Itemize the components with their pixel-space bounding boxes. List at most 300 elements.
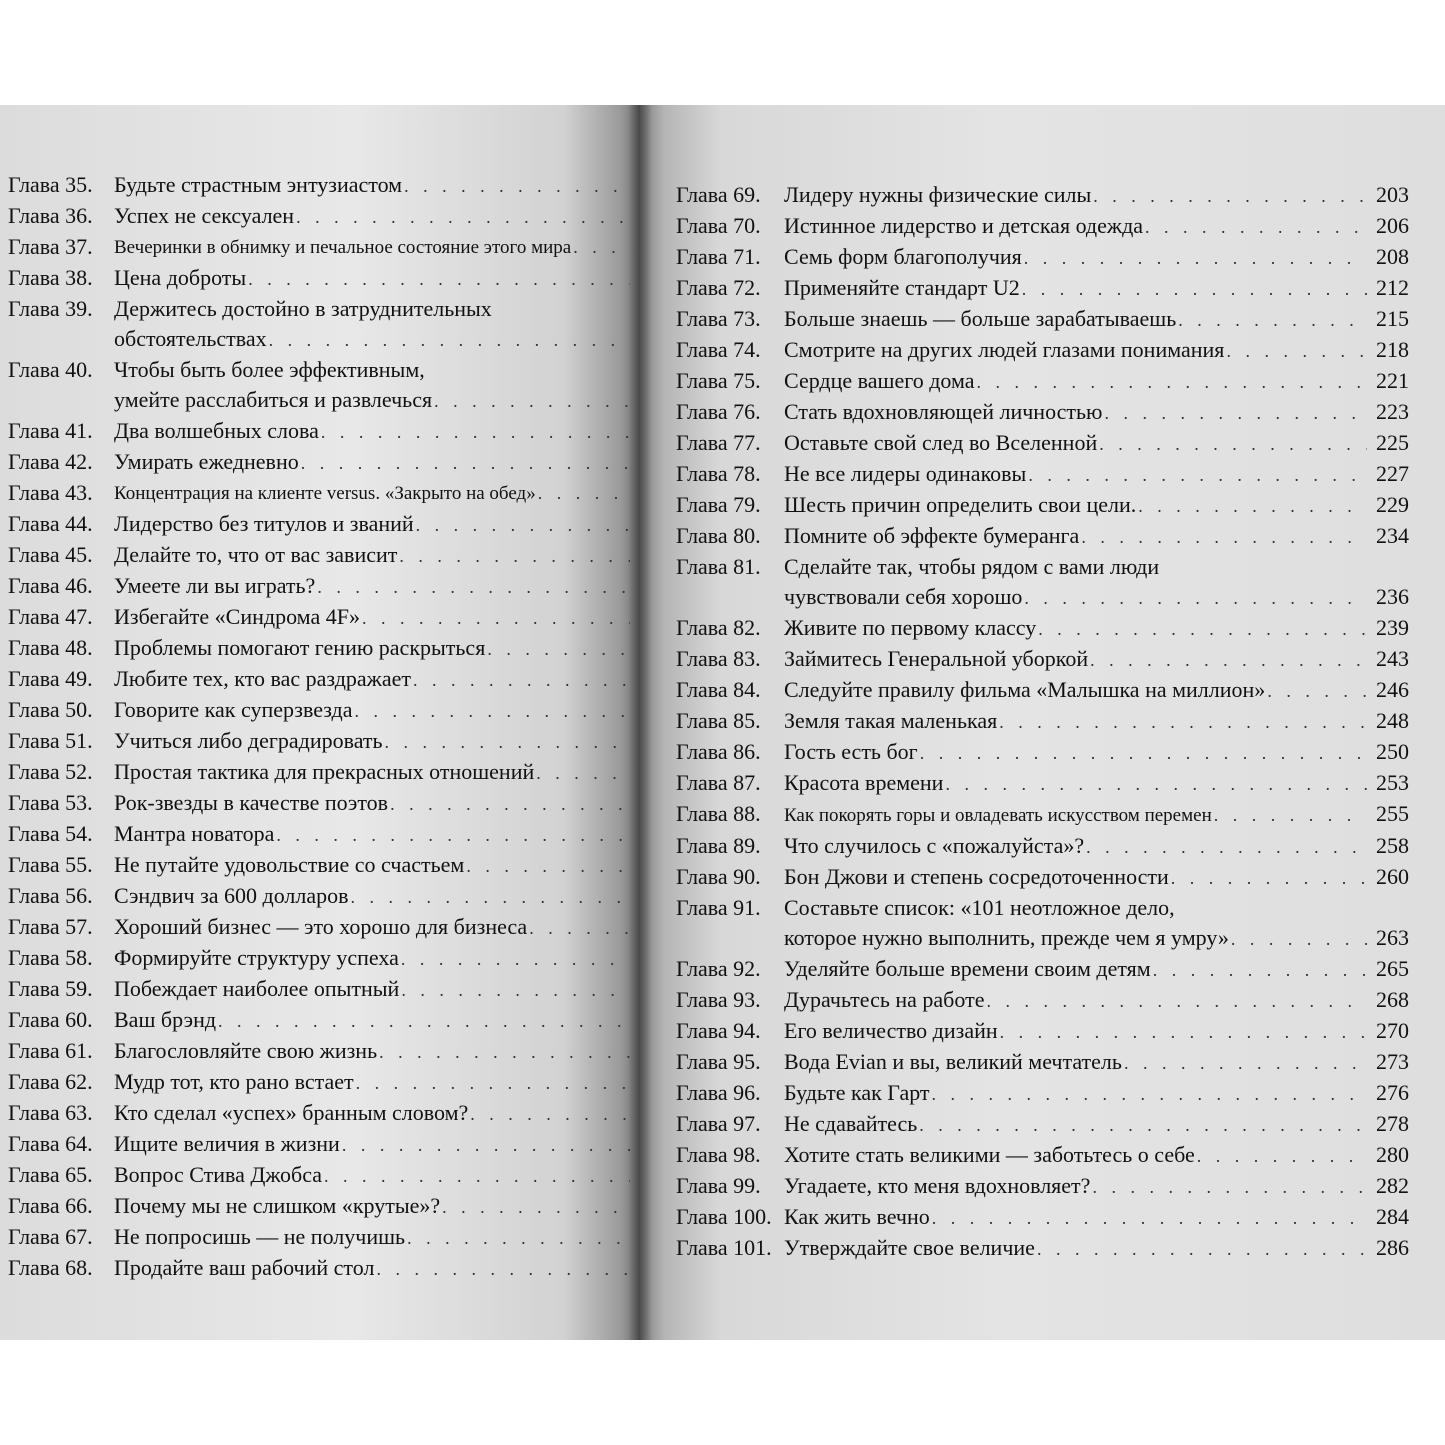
page-number: 208 <box>1376 244 1409 269</box>
toc-entry <box>0 974 640 1005</box>
dot-leader <box>573 232 630 262</box>
toc-entry <box>640 985 1445 1016</box>
toc-entry <box>0 201 640 232</box>
chapter-label: Глава 46. <box>8 573 93 598</box>
right-page <box>640 105 1445 1340</box>
dot-leader <box>466 851 630 881</box>
dot-leader <box>1214 800 1367 830</box>
dot-leader <box>351 882 630 912</box>
chapter-title: Концентрация на клиенте versus. «Закрыто на обед» <box>114 483 536 504</box>
toc-entry <box>0 943 640 974</box>
chapter-title: Продайте ваш рабочий стол <box>114 1255 375 1280</box>
toc-entry <box>640 304 1445 335</box>
toc-entry <box>0 819 640 850</box>
dot-leader <box>1231 924 1367 954</box>
toc-entry <box>640 1202 1445 1233</box>
chapter-label: Глава 85. <box>676 708 761 733</box>
chapter-title: Ищите величия в жизни <box>114 1131 340 1156</box>
chapter-title: Лидеру нужны физические силы <box>784 182 1092 207</box>
chapter-title: умейте расслабиться и развлечься <box>114 387 433 412</box>
toc-entry <box>0 1098 640 1129</box>
toc-entry <box>640 242 1445 273</box>
chapter-label: Глава 49. <box>8 666 93 691</box>
chapter-label: Глава 51. <box>8 728 93 753</box>
chapter-label: Глава 88. <box>676 801 761 826</box>
toc-entry <box>0 912 640 943</box>
dot-leader <box>1124 1048 1367 1078</box>
dot-leader <box>932 1203 1367 1233</box>
dot-leader <box>1099 429 1367 459</box>
page-number: 218 <box>1376 337 1409 362</box>
chapter-title: Семь форм благополучия <box>784 244 1022 269</box>
page-number: 270 <box>1376 1018 1409 1043</box>
chapter-title: Займитесь Генеральной уборкой <box>784 646 1089 671</box>
dot-leader <box>999 707 1367 737</box>
page-number: 206 <box>1376 213 1409 238</box>
dot-leader <box>1081 522 1367 552</box>
page-number: 239 <box>1376 615 1409 640</box>
dot-leader <box>1178 305 1367 335</box>
chapter-title: Истинное лидерство и детская одежда <box>784 213 1144 238</box>
chapter-label: Глава 81. <box>676 554 761 579</box>
chapter-title: Учиться либо деградировать <box>114 728 383 753</box>
toc-entry <box>640 366 1445 397</box>
dot-leader <box>986 986 1367 1016</box>
chapter-title: Благословляйте свою жизнь <box>114 1038 378 1063</box>
page-number: 243 <box>1376 646 1409 671</box>
toc-entry <box>640 954 1445 985</box>
toc-entry <box>0 788 640 819</box>
chapter-label: Глава 86. <box>676 739 761 764</box>
dot-leader <box>296 202 630 232</box>
dot-leader <box>470 1099 630 1129</box>
chapter-label: Глава 93. <box>676 987 761 1012</box>
chapter-title: Сэндвич за 600 долларов <box>114 883 349 908</box>
toc-entry <box>640 1140 1445 1171</box>
right-toc-list <box>640 180 1445 1264</box>
dot-leader <box>324 1161 630 1191</box>
toc-entry <box>0 170 640 201</box>
toc-entry <box>640 862 1445 893</box>
chapter-title: Делайте то, что от вас зависит <box>114 542 398 567</box>
dot-leader <box>1093 181 1367 211</box>
chapter-title: Его величество дизайн <box>784 1018 998 1043</box>
dot-leader <box>1145 212 1367 242</box>
chapter-title: Ваш брэнд <box>114 1007 217 1032</box>
page-number: 221 <box>1376 368 1409 393</box>
chapter-label: Глава 48. <box>8 635 93 660</box>
chapter-label: Глава 82. <box>676 615 761 640</box>
chapter-title: Почему мы не слишком «крутые»? <box>114 1193 441 1218</box>
dot-leader <box>218 1006 630 1036</box>
toc-entry <box>640 552 1445 613</box>
dot-leader <box>1038 614 1367 644</box>
toc-entry <box>640 831 1445 862</box>
dot-leader <box>356 1068 630 1098</box>
toc-entry <box>0 1222 640 1253</box>
dot-leader <box>342 1130 630 1160</box>
chapter-title: Мантра новатора <box>114 821 275 846</box>
chapter-label: Глава 37. <box>8 234 93 259</box>
dot-leader <box>1267 676 1367 706</box>
chapter-title: Говорите как суперзвезда <box>114 697 353 722</box>
chapter-title: Дурачьтесь на работе <box>784 987 985 1012</box>
dot-leader <box>1000 1017 1367 1047</box>
toc-entry <box>0 1129 640 1160</box>
book-spread <box>0 105 1445 1340</box>
chapter-label: Глава 40. <box>8 357 93 382</box>
page-number: 246 <box>1376 677 1409 702</box>
page-number: 286 <box>1376 1235 1409 1260</box>
chapter-label: Глава 44. <box>8 511 93 536</box>
left-page <box>0 105 640 1340</box>
dot-leader <box>321 417 630 447</box>
toc-entry <box>0 1160 640 1191</box>
toc-entry <box>0 1036 640 1067</box>
toc-entry <box>640 1078 1445 1109</box>
page-number: 276 <box>1376 1080 1409 1105</box>
chapter-title: Уделяйте больше времени своим детям <box>784 956 1151 981</box>
chapter-label: Глава 96. <box>676 1080 761 1105</box>
dot-leader <box>407 1223 630 1253</box>
chapter-label: Глава 68. <box>8 1255 93 1280</box>
chapter-title: Составьте список: «101 неотложное дело, <box>784 895 1175 920</box>
dot-leader <box>1171 863 1367 893</box>
chapter-label: Глава 62. <box>8 1069 93 1094</box>
chapter-title: Побеждает наиболее опытный <box>114 976 400 1001</box>
toc-entry <box>0 726 640 757</box>
chapter-title: Утверждайте свое величие <box>784 1235 1035 1260</box>
page-number: 229 <box>1376 492 1409 517</box>
chapter-title: Формируйте структуру успеха <box>114 945 399 970</box>
chapter-title: Успех не сексуален <box>114 203 295 228</box>
dot-leader <box>529 913 630 943</box>
chapter-label: Глава 95. <box>676 1049 761 1074</box>
dot-leader <box>1037 1234 1367 1264</box>
chapter-title: Сердце вашего дома <box>784 368 975 393</box>
chapter-title: Не попросишь — не получишь <box>114 1224 406 1249</box>
chapter-title: Умирать ежедневно <box>114 449 299 474</box>
dot-leader <box>1028 460 1367 490</box>
chapter-title: Любите тех, кто вас раздражает <box>114 666 411 691</box>
chapter-title: Не сдавайтесь <box>784 1111 918 1136</box>
chapter-title: Будьте страстным энтузиастом <box>114 172 403 197</box>
dot-leader <box>1153 955 1367 985</box>
chapter-label: Глава 101. <box>676 1235 772 1260</box>
page-number: 225 <box>1376 430 1409 455</box>
toc-entry <box>640 180 1445 211</box>
toc-entry <box>0 881 640 912</box>
chapter-title: Вода Evian и вы, великий мечтатель <box>784 1049 1122 1074</box>
chapter-label: Глава 80. <box>676 523 761 548</box>
chapter-title: Стать вдохновляющей личностью <box>784 399 1103 424</box>
chapter-label: Глава 66. <box>8 1193 93 1218</box>
page-number: 273 <box>1376 1049 1409 1074</box>
chapter-label: Глава 71. <box>676 244 761 269</box>
page-number: 265 <box>1376 956 1409 981</box>
toc-entry <box>640 768 1445 799</box>
dot-leader <box>1090 645 1367 675</box>
toc-entry <box>0 1191 640 1222</box>
chapter-title: Проблемы помогают гению раскрыться <box>114 635 486 660</box>
chapter-label: Глава 72. <box>676 275 761 300</box>
toc-entry <box>0 294 640 355</box>
page-number: 236 <box>1376 584 1409 609</box>
chapter-label: Глава 76. <box>676 399 761 424</box>
chapter-label: Глава 65. <box>8 1162 93 1187</box>
dot-leader <box>487 634 630 664</box>
chapter-label: Глава 98. <box>676 1142 761 1167</box>
toc-entry <box>0 1005 640 1036</box>
dot-leader <box>1086 832 1367 862</box>
chapter-label: Глава 39. <box>8 296 93 321</box>
chapter-title: Мудр тот, кто рано встает <box>114 1069 354 1094</box>
chapter-label: Глава 43. <box>8 480 93 505</box>
chapter-label: Глава 100. <box>676 1204 772 1229</box>
dot-leader <box>1024 243 1367 273</box>
chapter-label: Глава 56. <box>8 883 93 908</box>
chapter-label: Глава 67. <box>8 1224 93 1249</box>
toc-entry <box>640 273 1445 304</box>
toc-entry <box>640 799 1445 831</box>
dot-leader <box>399 541 630 571</box>
chapter-label: Глава 53. <box>8 790 93 815</box>
chapter-label: Глава 90. <box>676 864 761 889</box>
chapter-title: Применяйте стандарт U2 <box>784 275 1020 300</box>
chapter-label: Глава 87. <box>676 770 761 795</box>
chapter-title: Гость есть бог <box>784 739 918 764</box>
chapter-label: Глава 55. <box>8 852 93 877</box>
toc-entry <box>640 737 1445 768</box>
chapter-title: Хороший бизнес — это хорошо для бизнеса <box>114 914 528 939</box>
dot-leader <box>920 738 1367 768</box>
chapter-title: Земля такая маленькая <box>784 708 998 733</box>
chapter-label: Глава 47. <box>8 604 93 629</box>
toc-entry <box>0 416 640 447</box>
page-gutter <box>628 105 652 1340</box>
chapter-label: Глава 54. <box>8 821 93 846</box>
chapter-title: Помните об эффекте бумеранга <box>784 523 1080 548</box>
toc-entry <box>0 1253 640 1284</box>
chapter-title: Вопрос Стива Джобса <box>114 1162 323 1187</box>
dot-leader <box>1104 398 1367 428</box>
dot-leader <box>1226 336 1367 366</box>
dot-leader <box>390 789 630 819</box>
chapter-title: Кто сделал «успех» бранным словом? <box>114 1100 469 1125</box>
chapter-label: Глава 92. <box>676 956 761 981</box>
chapter-label: Глава 77. <box>676 430 761 455</box>
toc-entry <box>0 602 640 633</box>
dot-leader <box>442 1192 630 1222</box>
chapter-label: Глава 59. <box>8 976 93 1001</box>
chapter-label: Глава 94. <box>676 1018 761 1043</box>
chapter-title: Как покорять горы и овладевать искусством перемен <box>784 805 1212 826</box>
dot-leader <box>932 1079 1367 1109</box>
dot-leader <box>536 758 630 788</box>
toc-entry <box>0 540 640 571</box>
chapter-label: Глава 35. <box>8 172 93 197</box>
chapter-label: Глава 45. <box>8 542 93 567</box>
chapter-label: Глава 41. <box>8 418 93 443</box>
toc-entry <box>640 459 1445 490</box>
page-number: 258 <box>1376 833 1409 858</box>
chapter-title: Лидерство без титулов и званий <box>114 511 414 536</box>
page-number: 215 <box>1376 306 1409 331</box>
chapter-label: Глава 36. <box>8 203 93 228</box>
chapter-title: Два волшебных слова <box>114 418 319 443</box>
dot-leader <box>362 603 630 633</box>
toc-entry <box>0 571 640 602</box>
page-number: 248 <box>1376 708 1409 733</box>
chapter-title: Больше знаешь — больше зарабатываешь <box>784 306 1177 331</box>
page-number: 284 <box>1376 1204 1409 1229</box>
chapter-label: Глава 50. <box>8 697 93 722</box>
toc-entry <box>0 850 640 881</box>
toc-entry <box>640 613 1445 644</box>
chapter-title: Держитесь достойно в затруднительных <box>114 296 492 321</box>
toc-entry <box>640 893 1445 954</box>
page-number: 263 <box>1376 925 1409 950</box>
chapter-title: Хотите стать великими — заботьтесь о себе <box>784 1142 1195 1167</box>
dot-leader <box>376 1254 630 1284</box>
dot-leader <box>379 1037 630 1067</box>
toc-entry <box>640 675 1445 706</box>
chapter-title: Рок-звезды в качестве поэтов <box>114 790 389 815</box>
chapter-label: Глава 83. <box>676 646 761 671</box>
chapter-label: Глава 84. <box>676 677 761 702</box>
chapter-label: Глава 74. <box>676 337 761 362</box>
dot-leader <box>355 696 631 726</box>
dot-leader <box>317 572 630 602</box>
chapter-label: Глава 78. <box>676 461 761 486</box>
dot-leader <box>416 510 630 540</box>
dot-leader <box>945 769 1367 799</box>
dot-leader <box>538 478 630 508</box>
chapter-title: Угадаете, кто меня вдохновляет? <box>784 1173 1091 1198</box>
dot-leader <box>1092 1172 1367 1202</box>
page-number: 227 <box>1376 461 1409 486</box>
chapter-label: Глава 61. <box>8 1038 93 1063</box>
page-number: 255 <box>1376 801 1409 826</box>
chapter-label: Глава 79. <box>676 492 761 517</box>
chapter-title: которое нужно выполнить, прежде чем я умру» <box>784 925 1229 950</box>
chapter-title: Цена доброты <box>114 265 247 290</box>
left-toc-list <box>0 170 640 1284</box>
toc-entry <box>0 757 640 788</box>
chapter-title: Будьте как Гарт <box>784 1080 930 1105</box>
dot-leader <box>1197 1141 1367 1171</box>
toc-entry <box>640 397 1445 428</box>
toc-entry <box>640 644 1445 675</box>
chapter-label: Глава 69. <box>676 182 761 207</box>
dot-leader <box>919 1110 1367 1140</box>
page-number: 203 <box>1376 182 1409 207</box>
chapter-title: Не все лидеры одинаковы <box>784 461 1027 486</box>
dot-leader <box>1024 583 1367 613</box>
dot-leader <box>413 665 630 695</box>
dot-leader <box>434 386 630 416</box>
toc-entry <box>640 1171 1445 1202</box>
dot-leader <box>1022 274 1367 304</box>
toc-entry <box>640 706 1445 737</box>
chapter-label: Глава 97. <box>676 1111 761 1136</box>
chapter-label: Глава 58. <box>8 945 93 970</box>
chapter-label: Глава 89. <box>676 833 761 858</box>
page-number: 212 <box>1376 275 1409 300</box>
chapter-label: Глава 42. <box>8 449 93 474</box>
chapter-title: Следуйте правилу фильма «Малышка на миллион» <box>784 677 1266 702</box>
chapter-title: Что случилось с «пожалуйста»? <box>784 833 1085 858</box>
toc-entry <box>640 1047 1445 1078</box>
chapter-title: Сделайте так, чтобы рядом с вами люди <box>784 554 1160 579</box>
toc-entry <box>0 232 640 263</box>
chapter-title: Живите по первому классу <box>784 615 1037 640</box>
chapter-label: Глава 60. <box>8 1007 93 1032</box>
toc-entry <box>640 1109 1445 1140</box>
dot-leader <box>401 944 630 974</box>
toc-entry <box>0 263 640 294</box>
chapter-label: Глава 91. <box>676 895 761 920</box>
chapter-title: Вечеринки в обнимку и печальное состояние этого мира <box>114 237 572 258</box>
page-number: 282 <box>1376 1173 1409 1198</box>
chapter-title: Простая тактика для прекрасных отношений <box>114 759 535 784</box>
chapter-label: Глава 57. <box>8 914 93 939</box>
chapter-title: Как жить вечно <box>784 1204 930 1229</box>
chapter-label: Глава 73. <box>676 306 761 331</box>
chapter-title: обстоятельствах <box>114 326 267 351</box>
toc-entry <box>0 355 640 416</box>
toc-entry <box>640 211 1445 242</box>
chapter-label: Глава 52. <box>8 759 93 784</box>
dot-leader <box>401 975 630 1005</box>
page-number: 280 <box>1376 1142 1409 1167</box>
page-number: 268 <box>1376 987 1409 1012</box>
dot-leader <box>977 367 1367 397</box>
dot-leader <box>385 727 630 757</box>
toc-entry <box>640 428 1445 459</box>
chapter-label: Глава 64. <box>8 1131 93 1156</box>
toc-entry <box>640 335 1445 366</box>
dot-leader <box>248 264 630 294</box>
toc-entry <box>0 509 640 540</box>
page-number: 250 <box>1376 739 1409 764</box>
chapter-title: Оставьте свой след во Вселенной <box>784 430 1098 455</box>
toc-entry <box>0 1067 640 1098</box>
page-number: 223 <box>1376 399 1409 424</box>
toc-entry <box>640 1233 1445 1264</box>
dot-leader <box>276 820 630 850</box>
chapter-label: Глава 70. <box>676 213 761 238</box>
page-number: 278 <box>1376 1111 1409 1136</box>
chapter-title: Шесть причин определить свои цели. <box>784 492 1137 517</box>
chapter-title: Чтобы быть более эффективным, <box>114 357 425 382</box>
chapter-label: Глава 38. <box>8 265 93 290</box>
chapter-title: Умеете ли вы играть? <box>114 573 316 598</box>
toc-entry <box>640 1016 1445 1047</box>
chapter-label: Глава 75. <box>676 368 761 393</box>
toc-entry <box>0 664 640 695</box>
chapter-title: Избегайте «Синдрома 4F» <box>114 604 360 629</box>
page-number: 234 <box>1376 523 1409 548</box>
dot-leader <box>1138 491 1367 521</box>
chapter-label: Глава 99. <box>676 1173 761 1198</box>
chapter-title: Бон Джови и степень сосредоточенности <box>784 864 1169 889</box>
toc-entry <box>640 521 1445 552</box>
page-number: 253 <box>1376 770 1409 795</box>
toc-entry <box>0 633 640 664</box>
dot-leader <box>404 171 630 201</box>
chapter-title: Красота времени <box>784 770 944 795</box>
